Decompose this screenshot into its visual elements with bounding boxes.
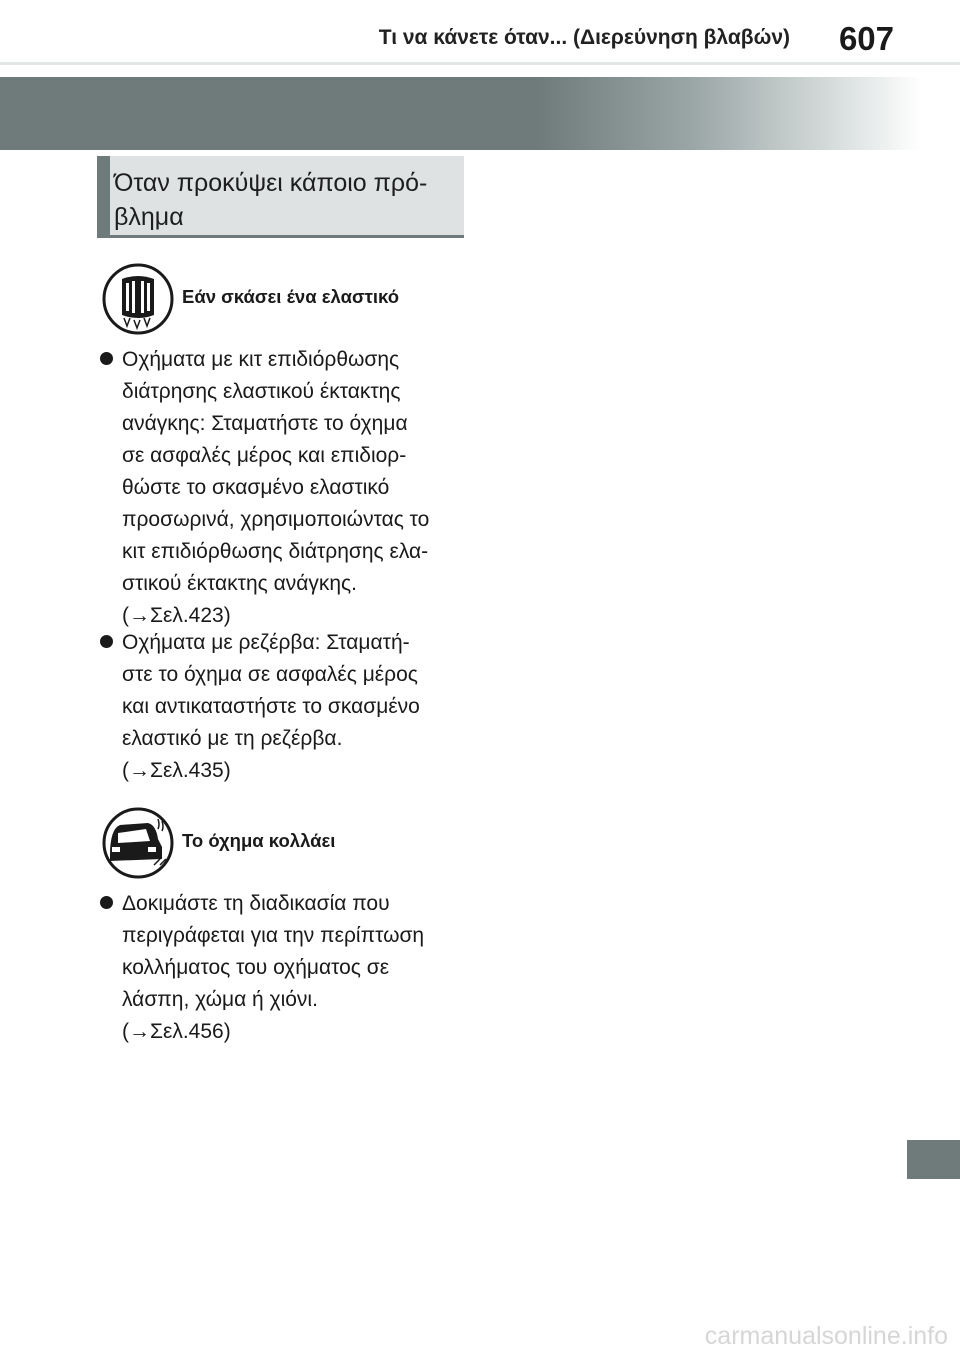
- bullet-dot: [100, 635, 113, 648]
- text-line: στε το όχημα σε ασφαλές μέρος: [122, 663, 418, 686]
- page-number: 607: [838, 20, 894, 57]
- subsection-stuck-vehicle: [102, 807, 482, 881]
- section-heading-bar: [97, 156, 110, 235]
- watermark: carmanualsonline.info: [704, 1322, 948, 1350]
- text-line: ελαστικό με τη ρεζέρβα.: [122, 727, 343, 750]
- stuck-vehicle-icon: [102, 807, 174, 879]
- text-line: κολλήματος του οχήματος σε: [122, 956, 390, 979]
- bullet-dot: [100, 896, 113, 909]
- running-header-title: Τι να κάνετε όταν... (Διερεύνηση βλαβών): [378, 26, 790, 49]
- text-line: διάτρησης ελαστικού έκτακτης: [122, 380, 401, 403]
- page-reference: (→Σελ.456): [122, 1020, 231, 1043]
- page-reference: (→Σελ.423): [122, 604, 231, 627]
- text-line: στικού έκτακτης ανάγκης.: [122, 572, 358, 595]
- text-line: Οχήματα με κιτ επιδιόρθωσης: [122, 348, 400, 371]
- text-line: Οχήματα με ρεζέρβα: Σταματή-: [122, 631, 410, 654]
- subsection-heading: Το όχημα κολλάει: [182, 830, 336, 851]
- section-title-line: βλημα: [114, 203, 184, 231]
- section-heading-box: [97, 156, 464, 238]
- chapter-side-tab: [907, 1140, 960, 1179]
- section-title-line: Όταν προκύψει κάποιο πρό-: [114, 169, 428, 197]
- flat-tire-icon: [102, 263, 174, 335]
- text-line: κιτ επιδιόρθωσης διάτρησης ελα-: [122, 540, 429, 563]
- chapter-banner: [0, 77, 960, 150]
- text-line: Δοκιμάστε τη διαδικασία που: [122, 892, 390, 915]
- text-line: και αντικαταστήστε το σκασμένο: [122, 695, 420, 718]
- subsection-heading: Εάν σκάσει ένα ελαστικό: [182, 286, 400, 307]
- text-line: περιγράφεται για την περίπτωση: [122, 924, 425, 947]
- text-line: προσωρινά, χρησιμοποιώντας το: [122, 508, 430, 531]
- text-line: σε ασφαλές μέρος και επιδιορ-: [122, 444, 407, 467]
- text-line: ανάγκης: Σταματήστε το όχημα: [122, 412, 408, 435]
- header-divider: [0, 62, 960, 65]
- subsection-flat-tire: [102, 263, 482, 337]
- bullet-dot: [100, 352, 113, 365]
- text-line: λάσπη, χώμα ή χιόνι.: [122, 988, 318, 1011]
- page-reference: (→Σελ.435): [122, 759, 231, 782]
- text-line: θώστε το σκασμένο ελαστικό: [122, 476, 390, 499]
- section-title: [114, 166, 454, 234]
